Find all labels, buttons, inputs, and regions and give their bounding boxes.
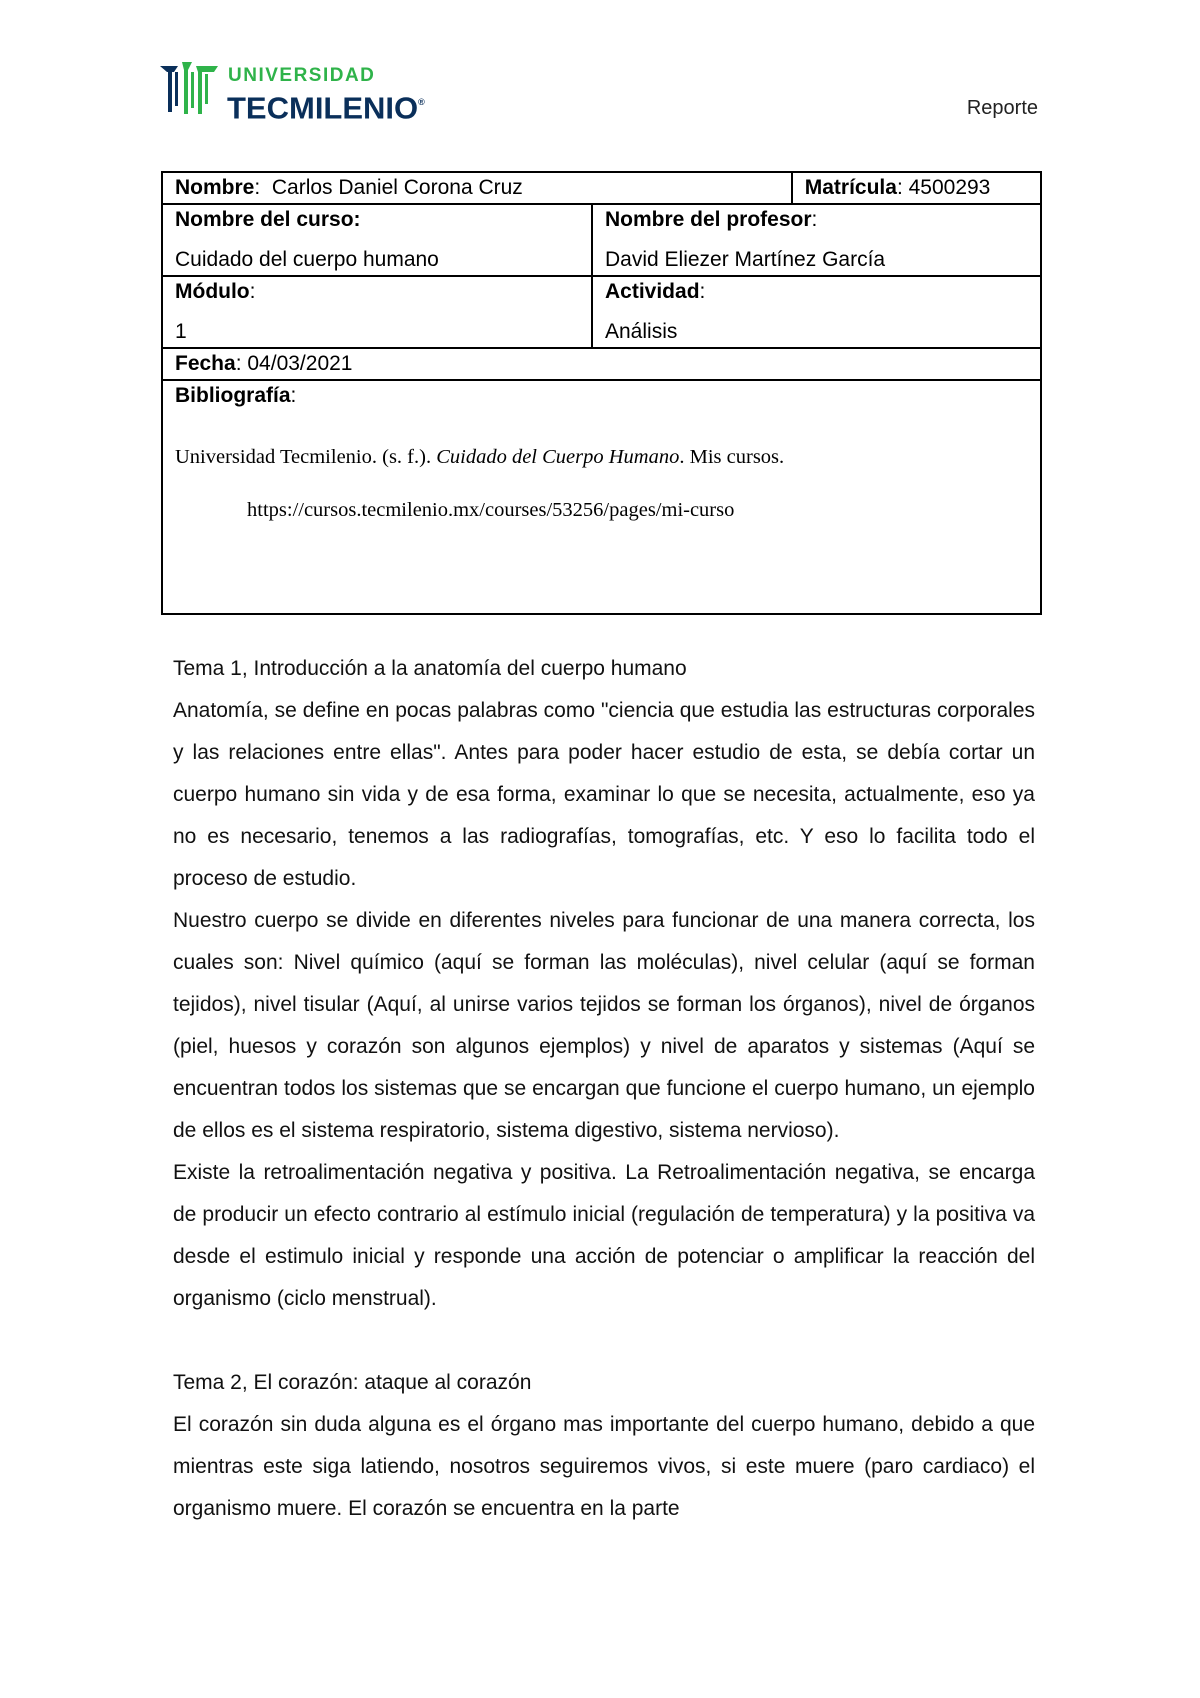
curso-value: Cuidado del cuerpo humano [175, 248, 439, 271]
tema1-title: Tema 1, Introducción a la anatomía del cuerpo humano [173, 657, 687, 680]
matricula-label: Matrícula [804, 176, 897, 199]
section-spacer [173, 1320, 1035, 1362]
nombre-value: Carlos Daniel Corona Cruz [271, 176, 523, 199]
fecha-cell: Fecha: 04/03/2021 [162, 348, 1041, 380]
logo-line-tecmilenio [227, 88, 425, 124]
fecha-value: 04/03/2021 [247, 352, 353, 375]
nombre-label: Nombre [175, 176, 255, 199]
student-info-table [161, 171, 1042, 615]
reference-title: Cuidado del Cuerpo Humano [436, 446, 680, 468]
actividad-value: Análisis [605, 320, 678, 343]
actividad-cell: Actividad: Análisis [592, 276, 1041, 348]
matricula-value: 4500293 [908, 176, 991, 199]
curso-cell [162, 204, 592, 276]
reference-url[interactable]: https://cursos.tecmilenio.mx/courses/53256/pages/mi-curso [247, 499, 735, 521]
university-logo [158, 60, 458, 126]
nombre-cell: Nombre: Carlos Daniel Corona Cruz [162, 172, 792, 204]
tema1-paragraph-1: Anatomía, se define en pocas palabras como "ciencia que estudia las estructuras corporales y las relaciones entre ellas". Antes para poder hacer estudio de esta, se debía cortar un cuerpo humano sin vida y de esa forma, examinar lo que se necesita, actualmente, eso ya no es necesario, tenemos a las radiografías, tomografías, etc. Y eso lo facilita todo el proceso de estudio. [173, 699, 1035, 890]
profesor-label: Nombre del profesor [605, 208, 812, 231]
reference-author: Universidad Tecmilenio. (s. f.). [175, 446, 432, 468]
profesor-cell: Nombre del profesor: David Eliezer Martínez García [592, 204, 1041, 276]
profesor-value: David Eliezer Martínez García [605, 248, 886, 271]
bibliografia-label: Bibliografía [175, 384, 291, 407]
bibliography-reference [175, 443, 1030, 471]
fecha-label: Fecha [175, 352, 236, 375]
logo-mark-icon [158, 60, 222, 118]
tema1-paragraph-3: Existe la retroalimentación negativa y positiva. La Retroalimentación negativa, se encarga de producir un efecto contrario al estímulo inicial (regulación de temperatura) y la positiva va desde el estimulo inicial y responde una acción de potenciar o amplificar la reacción del organismo (ciclo menstrual). [173, 1161, 1035, 1310]
logo-tecmilenio-text: TECMILENIO [227, 90, 419, 126]
reference-publisher: . Mis cursos. [679, 446, 785, 468]
report-body [173, 648, 1035, 1530]
modulo-label: Módulo [175, 280, 250, 303]
tema2-paragraph-1: El corazón sin duda alguna es el órgano mas importante del cuerpo humano, debido a que mientras este siga latiendo, nosotros seguiremos vivos, si este muere (paro cardiaco) el organismo muere. El corazón se encuentra en la parte [173, 1413, 1035, 1520]
tema2-title: Tema 2, El corazón: ataque al corazón [173, 1371, 532, 1394]
bibliografia-cell: Bibliografía: Universidad Tecmilenio. (s. f.). Cuidado del Cuerpo Humano. Mis cursos. https://cursos.tecmilenio.mx/courses/53256/pages/mi-curso [162, 380, 1041, 614]
actividad-label: Actividad [605, 280, 700, 303]
logo-line-universidad: UNIVERSIDAD [228, 65, 376, 86]
modulo-value: 1 [175, 320, 187, 343]
document-type-label: Reporte [966, 97, 1038, 119]
matricula-cell: Matrícula: 4500293 [792, 172, 1041, 204]
curso-label: Nombre del curso: [175, 208, 361, 231]
registered-mark: ® [418, 97, 425, 107]
tema1-paragraph-2: Nuestro cuerpo se divide en diferentes niveles para funcionar de una manera correcta, los cuales son: Nivel químico (aquí se forman las moléculas), nivel celular (aquí se forman tejidos), nivel tisular (Aquí, al unirse varios tejidos se forman los órganos), nivel de órganos (piel, huesos y corazón son algunos ejemplos) y nivel de aparatos y sistemas (Aquí se encuentran todos los sistemas que se encargan que funcione el cuerpo humano, un ejemplo de ellos es el sistema respiratorio, sistema digestivo, sistema nervioso). [173, 909, 1035, 1142]
modulo-cell: Módulo: 1 [162, 276, 592, 348]
